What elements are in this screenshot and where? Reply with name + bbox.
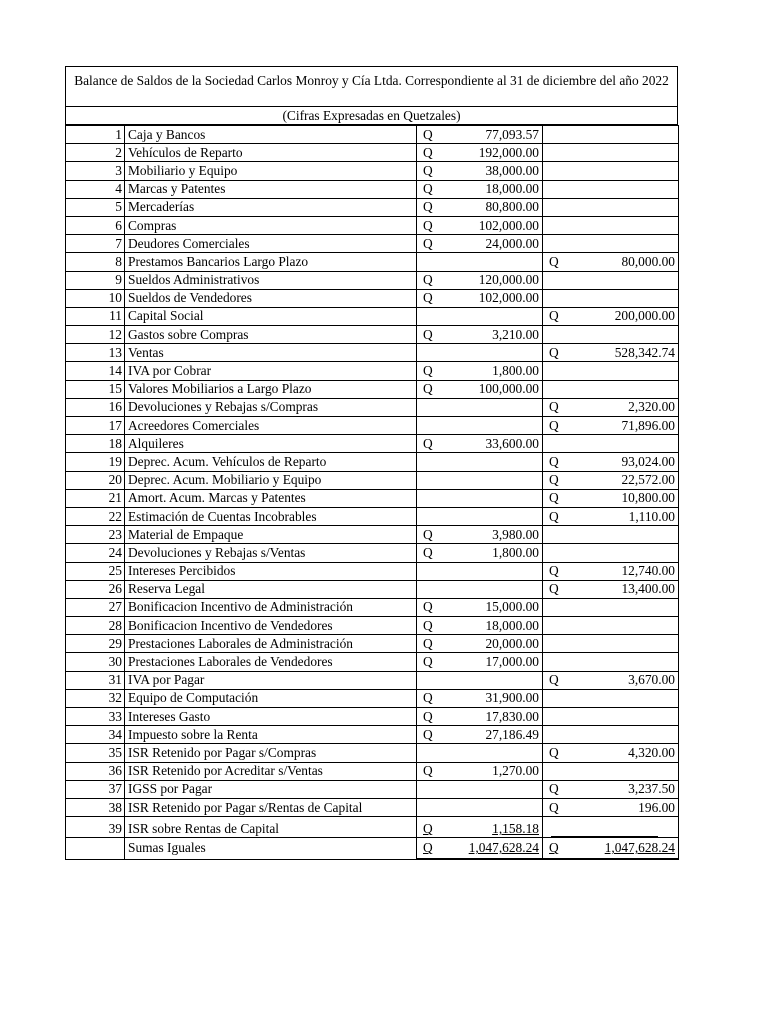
currency-symbol: Q xyxy=(549,253,559,269)
account-number: 35 xyxy=(66,744,125,762)
account-name: Deprec. Acum. Vehículos de Reparto xyxy=(125,453,417,471)
account-name: Devoluciones y Rebajas s/Compras xyxy=(125,398,417,416)
total-credit-cell xyxy=(543,838,679,860)
debit-amount: 3,210.00 xyxy=(492,326,539,342)
total-debit-amount: 1,047,628.24 xyxy=(468,840,539,856)
currency-symbol: Q xyxy=(423,272,433,288)
credit-cell xyxy=(543,471,679,489)
table-row xyxy=(66,780,679,798)
table-row xyxy=(66,326,679,344)
credit-cell xyxy=(543,344,679,362)
debit-amount: 18,000.00 xyxy=(485,181,539,197)
table-row xyxy=(66,544,679,562)
credit-cell xyxy=(543,689,679,707)
currency-symbol: Q xyxy=(423,654,433,670)
debit-cell xyxy=(417,562,543,580)
currency-symbol: Q xyxy=(423,599,433,615)
currency-symbol: Q xyxy=(423,381,433,397)
account-number: 27 xyxy=(66,598,125,616)
totals-label: Sumas Iguales xyxy=(125,838,417,860)
credit-cell xyxy=(543,798,679,816)
account-name: Capital Social xyxy=(125,307,417,325)
account-number: 19 xyxy=(66,453,125,471)
account-name: Deudores Comerciales xyxy=(125,235,417,253)
currency-symbol: Q xyxy=(423,126,433,142)
credit-cell xyxy=(543,144,679,162)
credit-cell xyxy=(543,526,679,544)
debit-amount: 24,000.00 xyxy=(485,235,539,251)
credit-amount: 71,896.00 xyxy=(621,417,675,433)
currency-symbol: Q xyxy=(423,726,433,742)
currency-symbol: Q xyxy=(423,821,433,837)
table-row xyxy=(66,417,679,435)
credit-cell xyxy=(543,398,679,416)
account-number: 26 xyxy=(66,580,125,598)
table-row xyxy=(66,344,679,362)
report-subtitle: (Cifras Expresadas en Quetzales) xyxy=(65,106,678,125)
credit-cell xyxy=(543,126,679,144)
account-name: Reserva Legal xyxy=(125,580,417,598)
debit-cell xyxy=(417,326,543,344)
table-row xyxy=(66,435,679,453)
currency-symbol: Q xyxy=(423,526,433,542)
table-row xyxy=(66,216,679,234)
debit-cell xyxy=(417,417,543,435)
debit-cell xyxy=(417,271,543,289)
credit-cell xyxy=(543,653,679,671)
credit-amount: 1,110.00 xyxy=(628,508,675,524)
debit-cell xyxy=(417,253,543,271)
account-name: IGSS por Pagar xyxy=(125,780,417,798)
account-name: Estimación de Cuentas Incobrables xyxy=(125,507,417,525)
debit-cell xyxy=(417,307,543,325)
debit-cell xyxy=(417,216,543,234)
credit-cell xyxy=(543,744,679,762)
table-row xyxy=(66,471,679,489)
total-debit-cell xyxy=(417,838,543,860)
table-row xyxy=(66,307,679,325)
credit-amount: 13,400.00 xyxy=(621,581,675,597)
credit-amount: 93,024.00 xyxy=(621,453,675,469)
debit-cell xyxy=(417,817,543,838)
account-number: 37 xyxy=(66,780,125,798)
credit-cell xyxy=(543,671,679,689)
currency-symbol: Q xyxy=(549,344,559,360)
debit-amount: 102,000.00 xyxy=(478,290,539,306)
table-row xyxy=(66,817,679,838)
currency-symbol: Q xyxy=(423,290,433,306)
account-number: 4 xyxy=(66,180,125,198)
credit-cell xyxy=(543,780,679,798)
debit-amount: 20,000.00 xyxy=(485,635,539,651)
table-row xyxy=(66,653,679,671)
account-number: 5 xyxy=(66,198,125,216)
credit-cell xyxy=(543,289,679,307)
currency-symbol: Q xyxy=(423,162,433,178)
table-row xyxy=(66,562,679,580)
account-name: Mobiliario y Equipo xyxy=(125,162,417,180)
account-number: 38 xyxy=(66,798,125,816)
table-row xyxy=(66,507,679,525)
currency-symbol: Q xyxy=(549,417,559,433)
credit-cell xyxy=(543,635,679,653)
account-name: Acreedores Comerciales xyxy=(125,417,417,435)
debit-cell xyxy=(417,235,543,253)
account-name: Amort. Acum. Marcas y Patentes xyxy=(125,489,417,507)
table-row xyxy=(66,162,679,180)
debit-cell xyxy=(417,598,543,616)
account-name: Vehículos de Reparto xyxy=(125,144,417,162)
debit-cell xyxy=(417,380,543,398)
credit-amount: 22,572.00 xyxy=(621,472,675,488)
debit-cell xyxy=(417,162,543,180)
account-number: 6 xyxy=(66,216,125,234)
table-row xyxy=(66,635,679,653)
currency-symbol: Q xyxy=(423,235,433,251)
debit-cell xyxy=(417,126,543,144)
debit-cell xyxy=(417,453,543,471)
account-name: ISR Retenido por Pagar s/Rentas de Capital xyxy=(125,798,417,816)
credit-amount: 200,000.00 xyxy=(614,308,675,324)
credit-cell xyxy=(543,417,679,435)
account-name: Marcas y Patentes xyxy=(125,180,417,198)
credit-cell xyxy=(543,489,679,507)
credit-cell xyxy=(543,817,679,838)
currency-symbol: Q xyxy=(423,199,433,215)
table-row xyxy=(66,580,679,598)
account-name: Compras xyxy=(125,216,417,234)
currency-symbol: Q xyxy=(423,544,433,560)
account-number: 25 xyxy=(66,562,125,580)
account-name: Caja y Bancos xyxy=(125,126,417,144)
account-number: 3 xyxy=(66,162,125,180)
currency-symbol: Q xyxy=(423,181,433,197)
debit-cell xyxy=(417,726,543,744)
debit-amount: 1,270.00 xyxy=(492,763,539,779)
currency-symbol: Q xyxy=(423,144,433,160)
table-row xyxy=(66,380,679,398)
debit-amount: 38,000.00 xyxy=(485,162,539,178)
table-row xyxy=(66,253,679,271)
account-name: ISR Retenido por Acreditar s/Ventas xyxy=(125,762,417,780)
debit-cell xyxy=(417,653,543,671)
credit-cell xyxy=(543,453,679,471)
account-number: 9 xyxy=(66,271,125,289)
account-name: Deprec. Acum. Mobiliario y Equipo xyxy=(125,471,417,489)
account-name: Gastos sobre Compras xyxy=(125,326,417,344)
account-number: 31 xyxy=(66,671,125,689)
debit-amount: 102,000.00 xyxy=(478,217,539,233)
debit-cell xyxy=(417,398,543,416)
account-number: 28 xyxy=(66,617,125,635)
account-number: 24 xyxy=(66,544,125,562)
totals-row xyxy=(66,838,679,860)
credit-amount: 528,342.74 xyxy=(614,344,675,360)
table-row xyxy=(66,126,679,144)
account-number: 8 xyxy=(66,253,125,271)
debit-cell xyxy=(417,362,543,380)
table-row xyxy=(66,144,679,162)
account-number: 15 xyxy=(66,380,125,398)
debit-cell xyxy=(417,580,543,598)
table-row xyxy=(66,180,679,198)
currency-symbol: Q xyxy=(549,672,559,688)
credit-amount: 10,800.00 xyxy=(621,490,675,506)
account-name: Valores Mobiliarios a Largo Plazo xyxy=(125,380,417,398)
account-name: IVA por Pagar xyxy=(125,671,417,689)
currency-symbol: Q xyxy=(423,326,433,342)
account-name: Impuesto sobre la Renta xyxy=(125,726,417,744)
currency-symbol: Q xyxy=(549,563,559,579)
currency-symbol: Q xyxy=(423,635,433,651)
currency-symbol: Q xyxy=(423,708,433,724)
account-number: 21 xyxy=(66,489,125,507)
credit-cell xyxy=(543,507,679,525)
account-name: Intereses Percibidos xyxy=(125,562,417,580)
credit-amount: 2,320.00 xyxy=(628,399,675,415)
debit-cell xyxy=(417,344,543,362)
credit-cell xyxy=(543,362,679,380)
debit-amount: 31,900.00 xyxy=(485,690,539,706)
currency-symbol: Q xyxy=(549,399,559,415)
debit-amount: 27,186.49 xyxy=(485,726,539,742)
account-number: 32 xyxy=(66,689,125,707)
total-credit-amount: 1,047,628.24 xyxy=(604,840,675,856)
debit-cell xyxy=(417,780,543,798)
debit-amount: 15,000.00 xyxy=(485,599,539,615)
table-row xyxy=(66,453,679,471)
debit-cell xyxy=(417,635,543,653)
table-row xyxy=(66,289,679,307)
account-name: Bonificacion Incentivo de Vendedores xyxy=(125,617,417,635)
table-row xyxy=(66,398,679,416)
account-number: 36 xyxy=(66,762,125,780)
credit-cell xyxy=(543,162,679,180)
currency-symbol: Q xyxy=(549,581,559,597)
credit-cell xyxy=(543,762,679,780)
table-row xyxy=(66,198,679,216)
table-row xyxy=(66,671,679,689)
table-row xyxy=(66,744,679,762)
debit-amount: 1,800.00 xyxy=(492,363,539,379)
table-row xyxy=(66,708,679,726)
credit-cell xyxy=(543,617,679,635)
account-number: 11 xyxy=(66,307,125,325)
credit-amount: 80,000.00 xyxy=(621,253,675,269)
currency-symbol: Q xyxy=(549,508,559,524)
debit-cell xyxy=(417,180,543,198)
currency-symbol: Q xyxy=(423,690,433,706)
credit-cell xyxy=(543,380,679,398)
account-number: 20 xyxy=(66,471,125,489)
account-name: Equipo de Computación xyxy=(125,689,417,707)
account-number: 22 xyxy=(66,507,125,525)
account-name: Prestamos Bancarios Largo Plazo xyxy=(125,253,417,271)
balance-sheet xyxy=(65,66,678,860)
account-number: 16 xyxy=(66,398,125,416)
debit-amount: 18,000.00 xyxy=(485,617,539,633)
credit-amount: 4,320.00 xyxy=(628,744,675,760)
account-number: 30 xyxy=(66,653,125,671)
currency-symbol: Q xyxy=(423,435,433,451)
report-title: Balance de Saldos de la Sociedad Carlos Monroy y Cía Ltda. Correspondiente al 31 de diciembre del año 2022 xyxy=(65,66,678,106)
account-name: IVA por Cobrar xyxy=(125,362,417,380)
currency-symbol: Q xyxy=(549,453,559,469)
account-name: ISR sobre Rentas de Capital xyxy=(125,817,417,838)
currency-symbol: Q xyxy=(549,781,559,797)
credit-amount: 3,237.50 xyxy=(628,781,675,797)
debit-cell xyxy=(417,471,543,489)
debit-amount: 192,000.00 xyxy=(478,144,539,160)
accounts-table xyxy=(65,125,679,860)
empty-cell xyxy=(66,838,125,860)
table-row xyxy=(66,362,679,380)
credit-cell xyxy=(543,544,679,562)
currency-symbol: Q xyxy=(549,799,559,815)
debit-cell xyxy=(417,198,543,216)
account-number: 17 xyxy=(66,417,125,435)
debit-cell xyxy=(417,689,543,707)
currency-symbol: Q xyxy=(423,217,433,233)
account-number: 1 xyxy=(66,126,125,144)
account-name: Sueldos de Vendedores xyxy=(125,289,417,307)
account-number: 14 xyxy=(66,362,125,380)
currency-symbol: Q xyxy=(549,472,559,488)
account-number: 13 xyxy=(66,344,125,362)
credit-cell xyxy=(543,580,679,598)
debit-amount: 1,158.18 xyxy=(492,821,539,837)
credit-amount: 196.00 xyxy=(638,799,675,815)
debit-amount: 100,000.00 xyxy=(478,381,539,397)
underline-blank xyxy=(551,824,658,837)
currency-symbol: Q xyxy=(423,840,433,856)
debit-cell xyxy=(417,144,543,162)
currency-symbol: Q xyxy=(423,617,433,633)
credit-cell xyxy=(543,198,679,216)
credit-cell xyxy=(543,235,679,253)
debit-cell xyxy=(417,489,543,507)
account-number: 34 xyxy=(66,726,125,744)
credit-cell xyxy=(543,726,679,744)
debit-cell xyxy=(417,708,543,726)
table-row xyxy=(66,798,679,816)
account-number: 23 xyxy=(66,526,125,544)
account-number: 18 xyxy=(66,435,125,453)
account-name: Ventas xyxy=(125,344,417,362)
account-name: Prestaciones Laborales de Vendedores xyxy=(125,653,417,671)
credit-cell xyxy=(543,435,679,453)
account-name: Material de Empaque xyxy=(125,526,417,544)
account-number: 33 xyxy=(66,708,125,726)
account-number: 39 xyxy=(66,817,125,838)
credit-cell xyxy=(543,326,679,344)
account-name: Sueldos Administrativos xyxy=(125,271,417,289)
currency-symbol: Q xyxy=(549,308,559,324)
currency-symbol: Q xyxy=(423,763,433,779)
table-row xyxy=(66,598,679,616)
debit-cell xyxy=(417,507,543,525)
account-number: 2 xyxy=(66,144,125,162)
credit-cell xyxy=(543,180,679,198)
account-name: Bonificacion Incentivo de Administración xyxy=(125,598,417,616)
debit-amount: 1,800.00 xyxy=(492,544,539,560)
debit-cell xyxy=(417,435,543,453)
debit-amount: 17,830.00 xyxy=(485,708,539,724)
credit-amount: 3,670.00 xyxy=(628,672,675,688)
account-number: 29 xyxy=(66,635,125,653)
account-name: Devoluciones y Rebajas s/Ventas xyxy=(125,544,417,562)
account-name: Mercaderías xyxy=(125,198,417,216)
table-row xyxy=(66,489,679,507)
debit-amount: 33,600.00 xyxy=(485,435,539,451)
account-name: ISR Retenido por Pagar s/Compras xyxy=(125,744,417,762)
account-number: 7 xyxy=(66,235,125,253)
table-row xyxy=(66,689,679,707)
account-number: 10 xyxy=(66,289,125,307)
debit-amount: 120,000.00 xyxy=(478,272,539,288)
debit-cell xyxy=(417,544,543,562)
account-name: Intereses Gasto xyxy=(125,708,417,726)
credit-cell xyxy=(543,253,679,271)
account-number: 12 xyxy=(66,326,125,344)
debit-cell xyxy=(417,617,543,635)
table-row xyxy=(66,271,679,289)
debit-amount: 3,980.00 xyxy=(492,526,539,542)
credit-cell xyxy=(543,271,679,289)
debit-cell xyxy=(417,526,543,544)
table-row xyxy=(66,762,679,780)
debit-amount: 17,000.00 xyxy=(485,654,539,670)
debit-cell xyxy=(417,762,543,780)
credit-cell xyxy=(543,562,679,580)
currency-symbol: Q xyxy=(549,840,559,856)
debit-cell xyxy=(417,798,543,816)
currency-symbol: Q xyxy=(549,744,559,760)
table-row xyxy=(66,526,679,544)
credit-cell xyxy=(543,216,679,234)
debit-cell xyxy=(417,744,543,762)
credit-cell xyxy=(543,307,679,325)
account-name: Prestaciones Laborales de Administración xyxy=(125,635,417,653)
credit-cell xyxy=(543,598,679,616)
account-name: Alquileres xyxy=(125,435,417,453)
table-row xyxy=(66,235,679,253)
table-row xyxy=(66,617,679,635)
debit-cell xyxy=(417,289,543,307)
currency-symbol: Q xyxy=(549,490,559,506)
credit-amount: 12,740.00 xyxy=(621,563,675,579)
debit-amount: 77,093.57 xyxy=(485,126,539,142)
credit-cell xyxy=(543,708,679,726)
debit-amount: 80,800.00 xyxy=(485,199,539,215)
table-row xyxy=(66,726,679,744)
debit-cell xyxy=(417,671,543,689)
currency-symbol: Q xyxy=(423,363,433,379)
